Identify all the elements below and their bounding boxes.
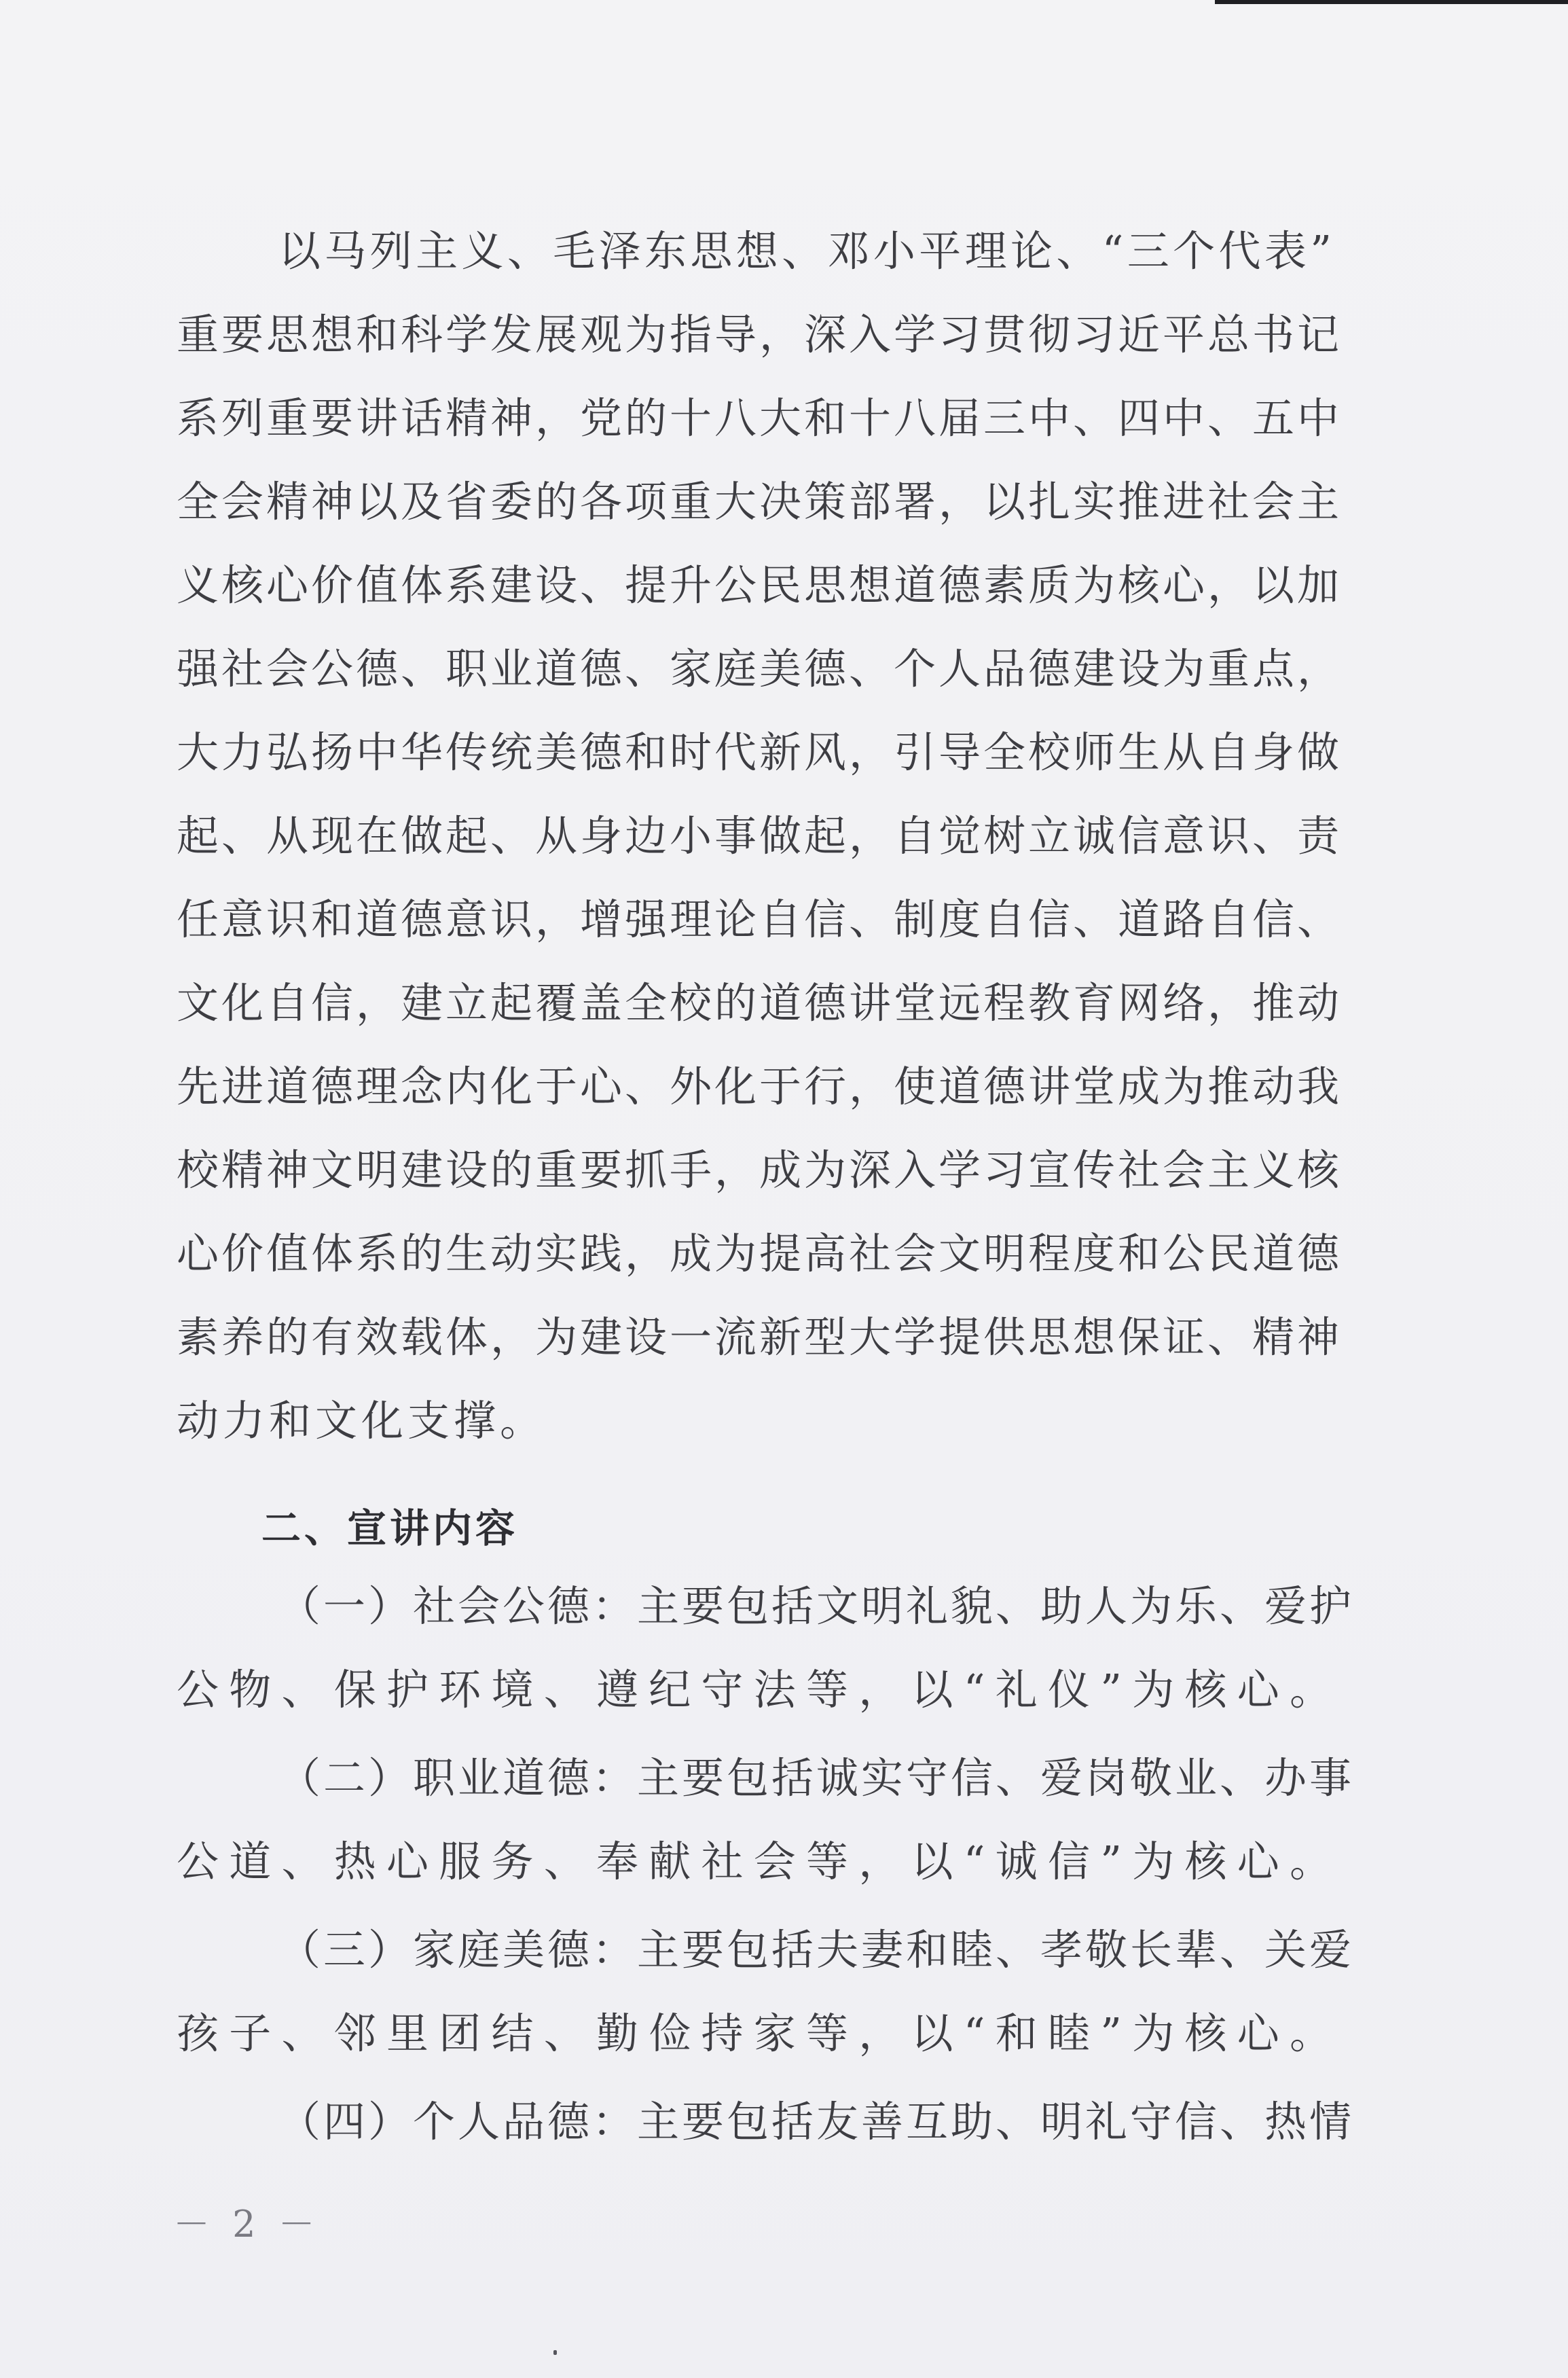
page-number: － 2 － (173, 2203, 321, 2246)
paragraph-line: 校精神文明建设的重要抓手，成为深入学习宣传社会主义核 (177, 1145, 1343, 1195)
paragraph-line: 系列重要讲话精神，党的十八大和十八届三中、四中、五中 (177, 393, 1343, 443)
item-family-virtue-line: 孩子、邻里团结、勤俭持家等，以“和睦”为核心。 (177, 2008, 1334, 2058)
paragraph-line: 素养的有效载体，为建设一流新型大学提供思想保证、精神 (177, 1312, 1343, 1362)
item-professional-ethics-line: （二）职业道德：主要包括诚实守信、爱岗敬业、办事 (278, 1753, 1355, 1803)
paragraph-line: 义核心价值体系建设、提升公民思想道德素质为核心，以加 (177, 560, 1343, 610)
item-professional-ethics-line: 公道、热心服务、奉献社会等，以“诚信”为核心。 (177, 1837, 1334, 1886)
item-personal-character-line: （四）个人品德：主要包括友善互助、明礼守信、热情 (278, 2097, 1355, 2146)
paragraph-line: 重要思想和科学发展观为指导，深入学习贯彻习近平总书记 (177, 310, 1343, 359)
paragraph-line: 任意识和道德意识，增强理论自信、制度自信、道路自信、 (177, 895, 1343, 944)
scan-speck (553, 2350, 557, 2355)
item-social-morality-line: （一）社会公德：主要包括文明礼貌、助人为乐、爱护 (278, 1581, 1355, 1631)
paragraph-line: 心价值体系的生动实践，成为提高社会文明程度和公民道德 (177, 1229, 1343, 1278)
section-heading: 二、宣讲内容 (261, 1505, 519, 1551)
paragraph-line: 大力弘扬中华传统美德和时代新风，引导全校师生从自身做 (177, 727, 1343, 777)
paragraph-line: 以马列主义、毛泽东思想、邓小平理论、“三个代表” (278, 226, 1334, 276)
paragraph-line: 全会精神以及省委的各项重大决策部署，以扎实推进社会主 (177, 477, 1343, 526)
scan-edge-mark (1215, 0, 1568, 4)
paragraph-line: 先进道德理念内化于心、外化于行，使道德讲堂成为推动我 (177, 1062, 1343, 1111)
item-social-morality-line: 公物、保护环境、遵纪守法等，以“礼仪”为核心。 (177, 1665, 1334, 1714)
paragraph-line: 起、从现在做起、从身边小事做起，自觉树立诚信意识、责 (177, 811, 1343, 861)
paragraph-line: 强社会公德、职业道德、家庭美德、个人品德建设为重点， (177, 644, 1343, 693)
paragraph-line: 动力和文化支撑。 (177, 1396, 547, 1445)
paragraph-line: 文化自信，建立起覆盖全校的道德讲堂远程教育网络，推动 (177, 978, 1343, 1028)
item-family-virtue-line: （三）家庭美德：主要包括夫妻和睦、孝敬长辈、关爱 (278, 1925, 1355, 1975)
